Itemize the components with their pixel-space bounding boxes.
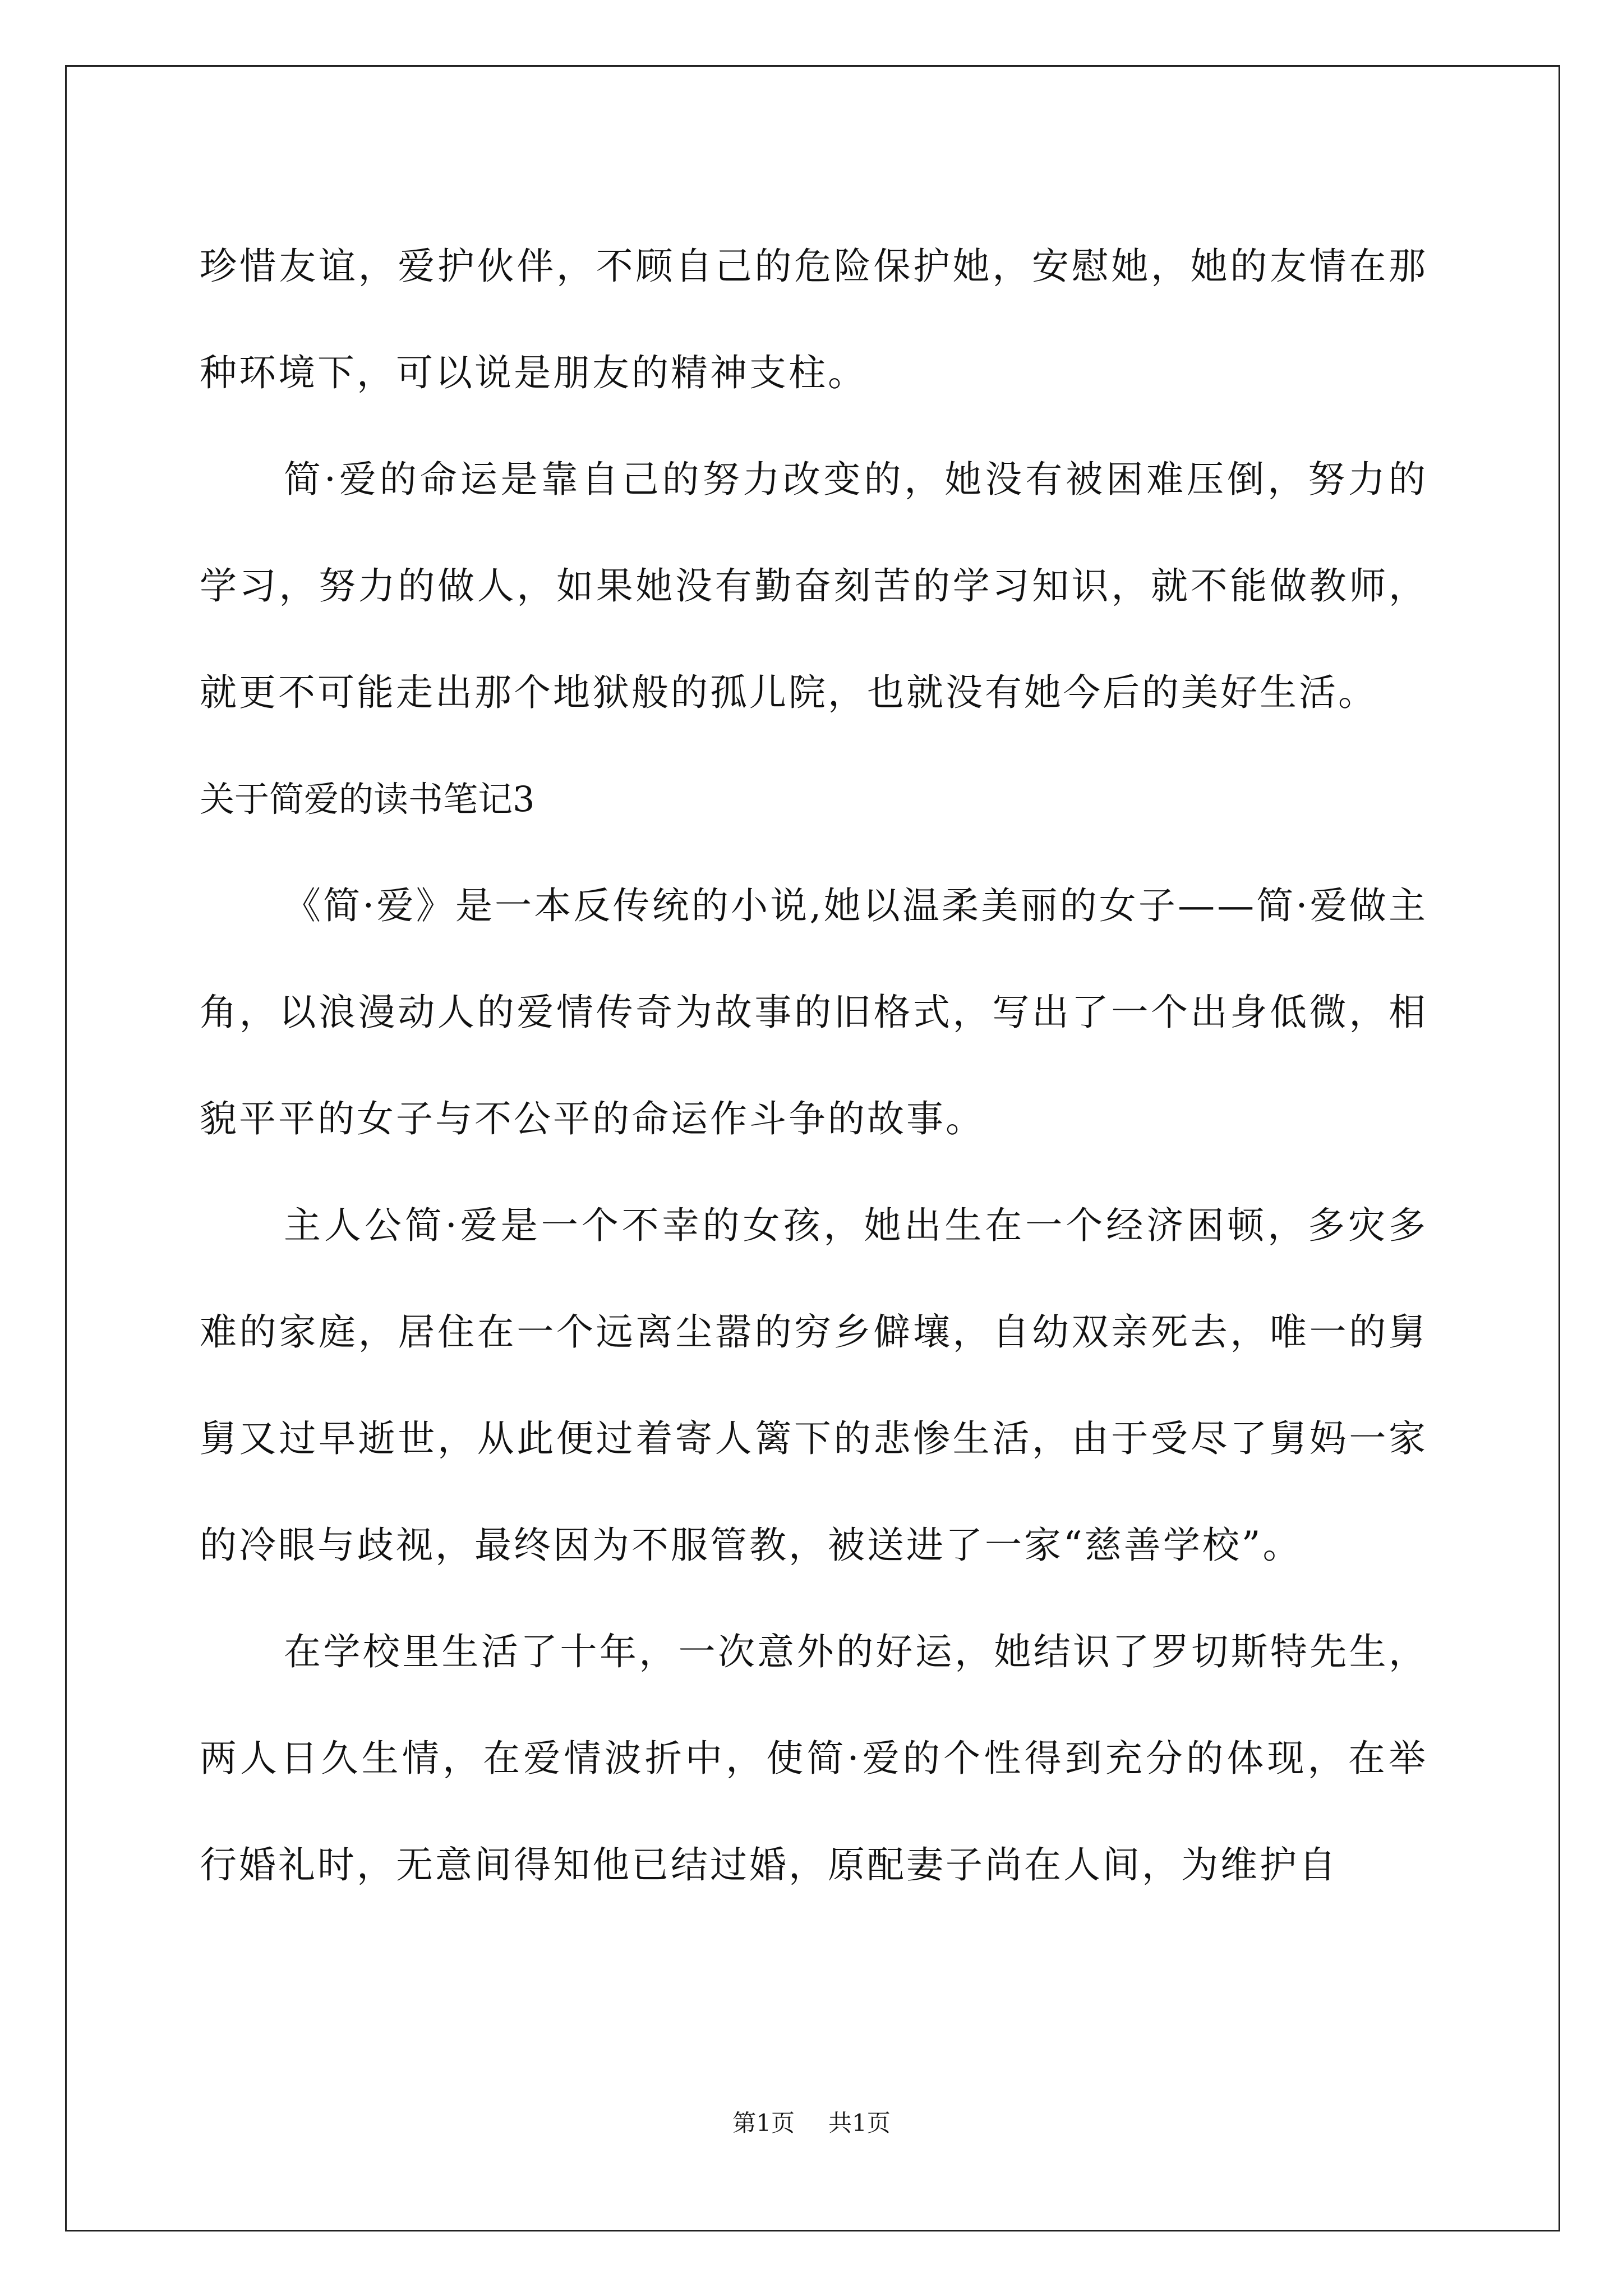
- page-number: 第1页: [732, 2109, 795, 2137]
- document-body: [200, 213, 1428, 1918]
- section-title: 关于简爱的读书笔记3: [200, 779, 535, 820]
- paragraph-fate: 简·爱的命运是靠自己的努力改变的，她没有被困难压倒，努力的学习，努力的做人，如果她没有勤奋刻苦的学习知识，就不能做教师，就更不可能走出那个地狱般的孤儿院，也就没有她今后的美好生活。: [200, 458, 1428, 714]
- page-total: 共1页: [828, 2109, 891, 2137]
- page-footer: [0, 2106, 1623, 2140]
- paragraph-protagonist: 主人公简·爱是一个不幸的女孩，她出生在一个经济困顿，多灾多难的家庭，居住在一个远离尘嚣的穷乡僻壤，自幼双亲死去，唯一的舅舅又过早逝世，从此便过着寄人篱下的悲惨生活，由于受尽了舅妈一家的冷眼与歧视，最终因为不服管教，被送进了一家“慈善学校”。: [200, 1204, 1428, 1567]
- paragraph-novel-intro: 《简·爱》是一本反传统的小说,她以温柔美丽的女子——简·爱做主角，以浪漫动人的爱情传奇为故事的旧格式，写出了一个出身低微，相貌平平的女子与不公平的命运作斗争的故事。: [200, 884, 1428, 1140]
- paragraph-school-life: 在学校里生活了十年，一次意外的好运，她结识了罗切斯特先生，两人日久生情，在爱情波折中，使简·爱的个性得到充分的体现，在举行婚礼时，无意间得知他已结过婚，原配妻子尚在人间，为维护自: [200, 1630, 1428, 1887]
- paragraph-friendship: 珍惜友谊，爱护伙伴，不顾自己的危险保护她，安慰她，她的友情在那种环境下，可以说是朋友的精神支柱。: [200, 245, 1428, 394]
